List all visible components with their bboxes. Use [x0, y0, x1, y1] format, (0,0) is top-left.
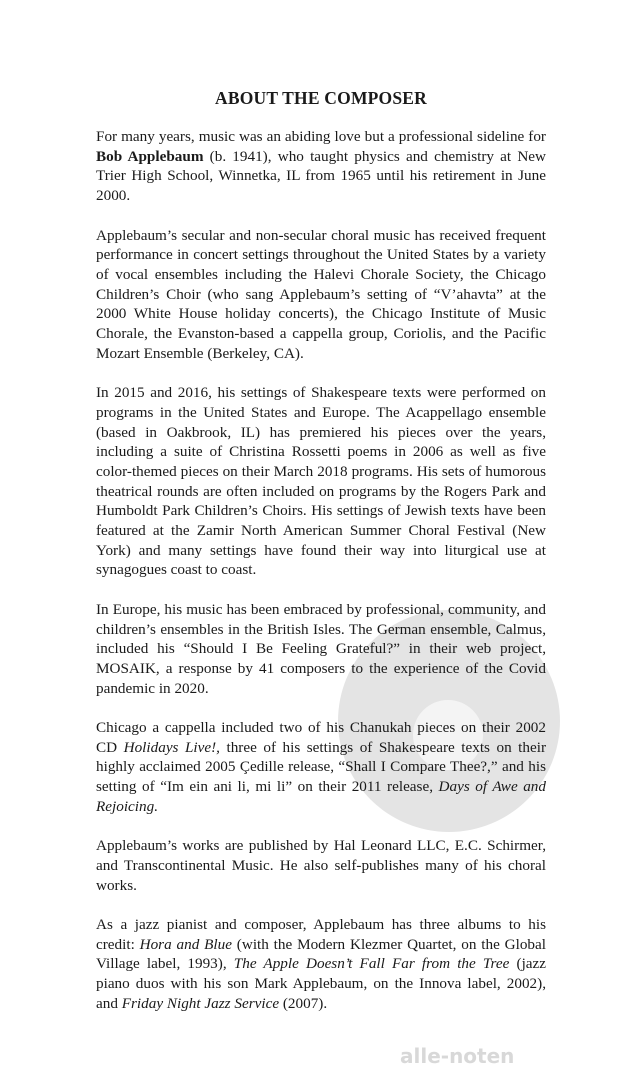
paragraph — [96, 836, 546, 895]
text-run: In 2015 and 2016, his settings of Shakespeare texts were performed on programs in the United States and Europe. The Acappellago ensemble (based in Oakbrook, IL) has premiered his pieces over the years, including a suite of Christina Rossetti poems in 2006 as well as five color-themed pieces on their March 2018 programs. His sets of humorous theatrical rounds are often included on programs by the Rogers Park and Humboldt Park Children’s Choirs. His settings of Jewish texts have been featured at the Zamir North American Summer Choral Festival (New York) and many settings have found their way into liturgical use at synagogues coast to coast. — [96, 384, 546, 579]
paragraph — [96, 383, 546, 580]
paragraph — [96, 718, 546, 817]
paragraph — [96, 127, 546, 206]
page-title: ABOUT THE COMPOSER — [214, 88, 428, 108]
paragraph — [96, 600, 546, 699]
text-run: Applebaum’s works are published by Hal Leonard LLC, E.C. Schirmer, and Transcontinental Music. He also self-publishes many of his choral works. — [96, 837, 546, 894]
text-run: As a jazz pianist and composer, Applebaum has three albums to his credit: — [96, 916, 546, 953]
text-run: (b. 1941), who taught physics and chemistry at New Trier High School, Winnetka, IL from 1965 until his retirement in June 2000. — [96, 147, 546, 205]
italic-title: Friday Night Jazz Service — [121, 994, 280, 1012]
document-page — [96, 88, 546, 1033]
text-run: (with the Modern Klezmer Quartet, on the Global Village label, 1993), — [96, 935, 546, 973]
text-run: three of his settings of Shakespeare texts on their highly acclaimed 2005 Çedille release, “Shall I Compare Thee?,” and his setting of “Im ein ani li, mi li” on their 2011 release, — [96, 738, 547, 796]
italic-title: Hora and Blue — [139, 935, 232, 953]
italic-title: Days of Awe and Rejoicing. — [96, 778, 546, 815]
text-run: In Europe, his music has been embraced by professional, community, and children’s ensembles in the British Isles. The German ensemble, Calmus, included his “Should I Be Feeling Grateful?” in their web project, MOSAIK, a response by 41 composers to the experience of the Covid pandemic in 2020. — [96, 600, 546, 697]
text-run: Chicago a cappella included two of his Chanukah pieces on their 2002 CD — [96, 719, 546, 756]
paragraph — [96, 226, 546, 364]
text-run: Applebaum’s secular and non-secular choral music has received frequent performance in concert settings throughout the United States by a variety of vocal ensembles including the Halevi Chorale Society, the Chicago Children’s Choir (who sang Applebaum’s setting of “V’ahavta” at the 2000 White House holiday concerts), the Chicago Institute of Music Chorale, the Evanston-based a cappella group, Coriolis, and the Pacific Mozart Ensemble (Berkeley, CA). — [96, 226, 546, 362]
text-run: (jazz piano duos with his son Mark Applebaum, on the Innova label, 2002), and — [96, 955, 547, 1012]
text-run: (2007). — [279, 994, 328, 1012]
watermark-text: alle-noten — [400, 1044, 515, 1068]
italic-title: Holidays Live!, — [123, 738, 220, 756]
bold-text: Bob Applebaum — [96, 147, 204, 165]
document-body — [96, 127, 546, 1014]
paragraph — [96, 915, 546, 1014]
text-run: For many years, music was an abiding love but a professional sideline for — [96, 128, 546, 145]
italic-title: The Apple Doesn’t Fall Far from the Tree — [233, 955, 510, 973]
